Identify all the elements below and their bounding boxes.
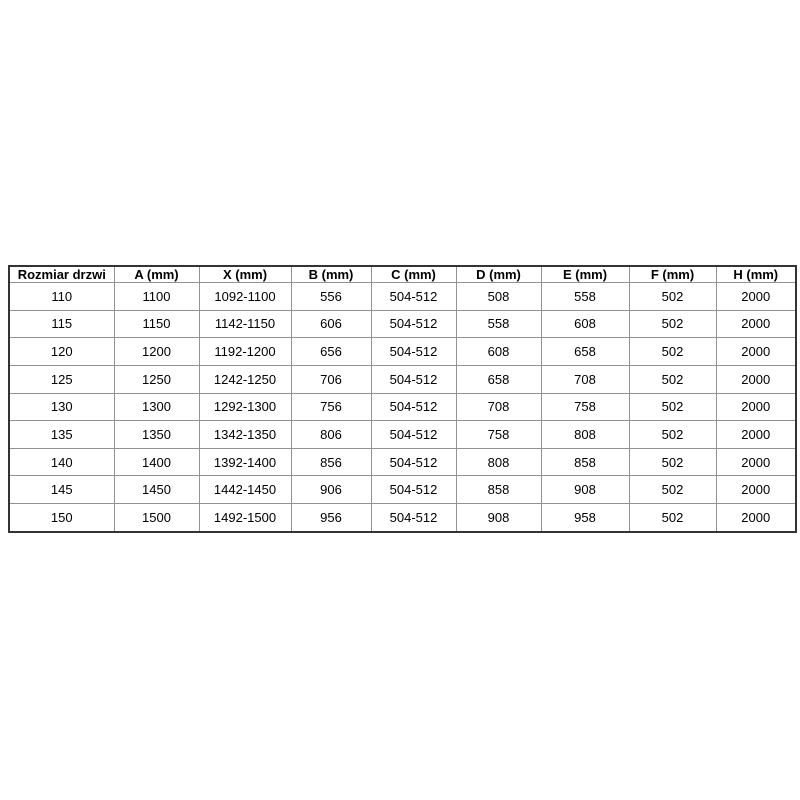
table-cell: 1350	[114, 421, 199, 449]
table-cell: 558	[456, 310, 541, 338]
table-cell: 135	[9, 421, 114, 449]
table-cell: 502	[629, 504, 716, 533]
table-cell: 1500	[114, 504, 199, 533]
table-cell: 608	[456, 338, 541, 366]
table-cell: 502	[629, 310, 716, 338]
table-cell: 1342-1350	[199, 421, 291, 449]
table-cell: 2000	[716, 476, 796, 504]
table-cell: 658	[456, 365, 541, 393]
door-dimensions-table	[8, 265, 797, 533]
table-cell: 2000	[716, 448, 796, 476]
table-cell: 504-512	[371, 421, 456, 449]
table-cell: 1100	[114, 283, 199, 311]
table-cell: 502	[629, 421, 716, 449]
table-cell: 502	[629, 365, 716, 393]
table-cell: 656	[291, 338, 371, 366]
table-cell: 504-512	[371, 476, 456, 504]
table-cell: 2000	[716, 310, 796, 338]
table-cell: 504-512	[371, 283, 456, 311]
table-cell: 504-512	[371, 338, 456, 366]
table-cell: 502	[629, 283, 716, 311]
header-cell: A (mm)	[114, 266, 199, 283]
table-cell: 758	[456, 421, 541, 449]
table-cell: 2000	[716, 283, 796, 311]
table-cell: 508	[456, 283, 541, 311]
table-cell: 806	[291, 421, 371, 449]
table-cell: 2000	[716, 504, 796, 533]
table-cell: 150	[9, 504, 114, 533]
table-cell: 504-512	[371, 310, 456, 338]
header-cell: C (mm)	[371, 266, 456, 283]
table-cell: 908	[456, 504, 541, 533]
header-cell: H (mm)	[716, 266, 796, 283]
table-cell: 706	[291, 365, 371, 393]
table-cell: 115	[9, 310, 114, 338]
table-cell: 504-512	[371, 504, 456, 533]
table-row	[9, 283, 796, 311]
header-cell: D (mm)	[456, 266, 541, 283]
table-cell: 2000	[716, 393, 796, 421]
table-cell: 858	[541, 448, 629, 476]
table-cell: 1242-1250	[199, 365, 291, 393]
table-cell: 758	[541, 393, 629, 421]
table-cell: 606	[291, 310, 371, 338]
table-row	[9, 393, 796, 421]
table-cell: 1200	[114, 338, 199, 366]
table-cell: 956	[291, 504, 371, 533]
table-cell: 756	[291, 393, 371, 421]
table-cell: 1400	[114, 448, 199, 476]
table-cell: 502	[629, 393, 716, 421]
table-cell: 502	[629, 476, 716, 504]
table-row	[9, 448, 796, 476]
table-cell: 1092-1100	[199, 283, 291, 311]
table-cell: 2000	[716, 421, 796, 449]
table-cell: 958	[541, 504, 629, 533]
header-cell: F (mm)	[629, 266, 716, 283]
table-cell: 708	[541, 365, 629, 393]
table-cell: 1292-1300	[199, 393, 291, 421]
table-row	[9, 476, 796, 504]
table-cell: 708	[456, 393, 541, 421]
table-cell: 2000	[716, 365, 796, 393]
table-cell: 145	[9, 476, 114, 504]
table-cell: 110	[9, 283, 114, 311]
table-cell: 1450	[114, 476, 199, 504]
table-row	[9, 338, 796, 366]
table-row	[9, 504, 796, 533]
table-cell: 856	[291, 448, 371, 476]
table-body	[9, 283, 796, 533]
table-row	[9, 365, 796, 393]
table-row	[9, 421, 796, 449]
table-cell: 504-512	[371, 393, 456, 421]
table-cell: 906	[291, 476, 371, 504]
header-cell: E (mm)	[541, 266, 629, 283]
table-cell: 140	[9, 448, 114, 476]
table-cell: 125	[9, 365, 114, 393]
table-cell: 1392-1400	[199, 448, 291, 476]
table-cell: 658	[541, 338, 629, 366]
table-cell: 1142-1150	[199, 310, 291, 338]
table-cell: 120	[9, 338, 114, 366]
table-cell: 504-512	[371, 448, 456, 476]
header-row	[9, 266, 796, 283]
table-cell: 908	[541, 476, 629, 504]
table-cell: 130	[9, 393, 114, 421]
table-cell: 556	[291, 283, 371, 311]
header-cell: X (mm)	[199, 266, 291, 283]
table-cell: 502	[629, 448, 716, 476]
table-cell: 502	[629, 338, 716, 366]
table-cell: 2000	[716, 338, 796, 366]
table-cell: 1192-1200	[199, 338, 291, 366]
table-cell: 504-512	[371, 365, 456, 393]
table-cell: 1250	[114, 365, 199, 393]
header-cell: B (mm)	[291, 266, 371, 283]
table-cell: 808	[456, 448, 541, 476]
table-cell: 808	[541, 421, 629, 449]
table-cell: 608	[541, 310, 629, 338]
table-cell: 1150	[114, 310, 199, 338]
table-cell: 558	[541, 283, 629, 311]
table-row	[9, 310, 796, 338]
table-cell: 1300	[114, 393, 199, 421]
table-cell: 858	[456, 476, 541, 504]
table-cell: 1442-1450	[199, 476, 291, 504]
table-cell: 1492-1500	[199, 504, 291, 533]
header-cell: Rozmiar drzwi	[9, 266, 114, 283]
